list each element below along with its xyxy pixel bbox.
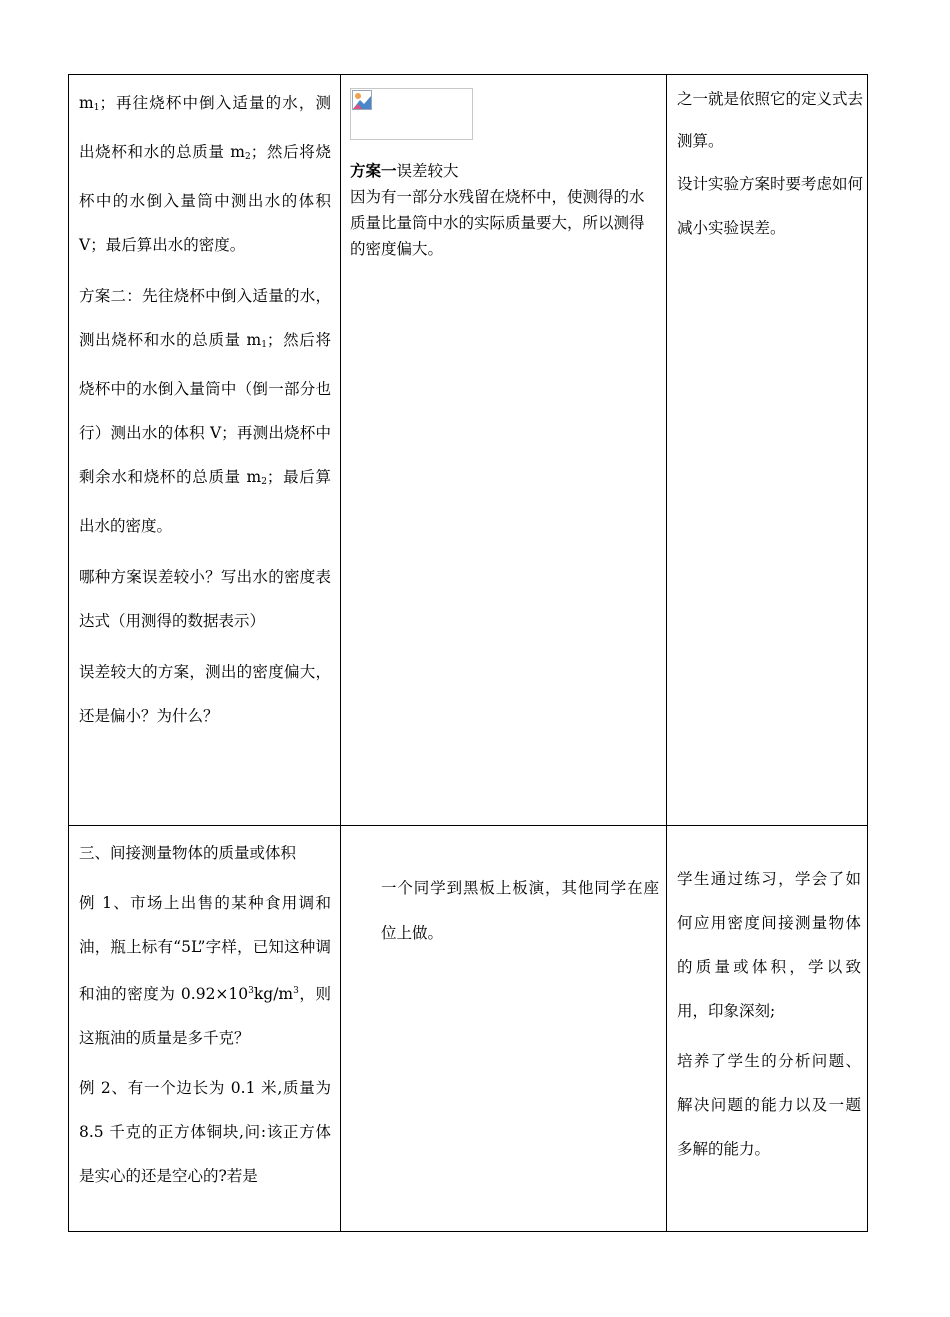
image-placeholder: [350, 88, 473, 140]
row1-right-paragraph-1: 之一就是依照它的定义式去测算。: [677, 90, 864, 150]
row1-left-paragraph-4: 误差较大的方案，测出的密度偏大，还是偏小？为什么？: [79, 663, 331, 725]
row1-right-cell: [677, 78, 863, 250]
row2-middle-cell: [381, 866, 659, 956]
row2-right-cell: [677, 857, 861, 1171]
broken-image-icon: [352, 90, 372, 110]
row1-left-cell: [79, 81, 331, 738]
example-1: 例 1、市场上出售的某种食用调和油，瓶上标有“5L”字样，已知这种调和油的密度为 $0.92\times 10^3kg/m^3$，则这瓶油的质量是多千克？: [79, 894, 331, 1047]
row1-left-paragraph-3: 哪种方案误差较小？写出水的密度表达式（用测得的数据表示）: [79, 568, 331, 630]
row1-left-paragraph-2: 方案二：先往烧杯中倒入适量的水，测出烧杯和水的总质量 $m_1$；然后将烧杯中的水倒入量筒中（倒一部分也行）测出水的体积 V；再测出烧杯中剩余水和烧杯的总质量 $m_2$；最后算出水的密度。: [79, 287, 331, 535]
row2-middle-text: 一个同学到黑板上板演，其他同学在座位上做。: [381, 879, 659, 942]
row2-left-cell: [79, 831, 331, 1198]
section-heading: 三、间接测量物体的质量或体积: [79, 844, 297, 862]
row-divider: [69, 825, 867, 826]
answer-line: 方案一误差较大: [350, 162, 459, 180]
answer-reason: 因为有一部分水残留在烧杯中，使测得的水质量比量筒中水的实际质量要大，所以测得的密度偏大。: [350, 188, 645, 258]
lesson-table: [68, 74, 868, 1232]
example-2: 例 2、有一个边长为 0.1 米,质量为 8.5 千克的正方体铜块,问:该正方体是实心的还是空心的?若是: [79, 1079, 331, 1185]
row1-right-paragraph-2: 设计实验方案时要考虑如何减小实验误差。: [677, 175, 864, 237]
column-divider-1: [340, 75, 341, 1231]
row2-right-paragraph-1: 学生通过练习，学会了如何应用密度间接测量物体的质量或体积，学以致用，印象深刻;: [677, 870, 861, 1020]
row1-left-paragraph-1: $m_1$；再往烧杯中倒入适量的水，测出烧杯和水的总质量 $m_2$；然后将烧杯中的水倒入量筒中测出水的体积 V；最后算出水的密度。: [79, 94, 331, 254]
column-divider-2: [666, 75, 667, 1231]
row1-middle-cell: [350, 88, 650, 262]
row2-right-paragraph-2: 培养了学生的分析问题、解决问题的能力以及一题多解的能力。: [677, 1052, 861, 1158]
